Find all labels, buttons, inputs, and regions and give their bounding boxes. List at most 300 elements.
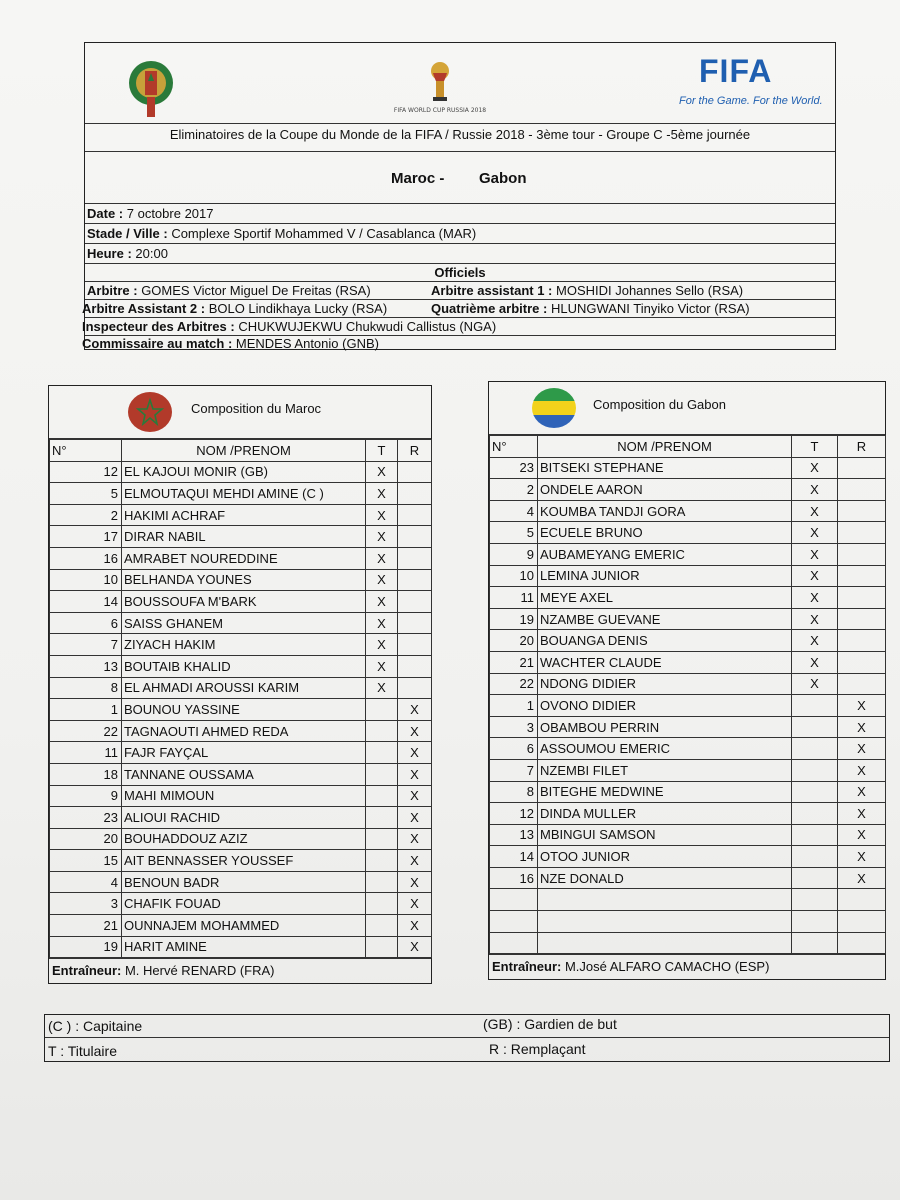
player-name: BOUANGA DENIS (538, 630, 792, 652)
remplacant-mark: X (838, 781, 886, 803)
player-name: DINDA MULLER (538, 803, 792, 825)
player-name: MAHI MIMOUN (122, 785, 366, 807)
column-t: T (792, 436, 838, 458)
remplacant-mark: X (838, 716, 886, 738)
player-name: EL KAJOUI MONIR (GB) (122, 461, 366, 483)
remplacant-mark: X (398, 785, 432, 807)
remplacant-mark (398, 483, 432, 505)
player-row (490, 867, 886, 889)
player-name (538, 911, 792, 933)
player-number: 7 (490, 759, 538, 781)
competition-row (85, 123, 835, 153)
remplacant-mark (398, 504, 432, 526)
player-number: 6 (50, 612, 122, 634)
player-name: NDONG DIDIER (538, 673, 792, 695)
titulaire-mark: X (366, 634, 398, 656)
maroc-team-table (48, 385, 432, 984)
titulaire-mark (366, 742, 398, 764)
player-row (490, 543, 886, 565)
titulaire-mark (366, 850, 398, 872)
remplacant-mark (838, 651, 886, 673)
titulaire-mark (366, 915, 398, 937)
titulaire-mark (792, 781, 838, 803)
player-name: TAGNAOUTI AHMED REDA (122, 720, 366, 742)
remplacant-mark (398, 569, 432, 591)
player-row (490, 781, 886, 803)
player-name: AUBAMEYANG EMERIC (538, 543, 792, 565)
player-name: BENOUN BADR (122, 871, 366, 893)
remplacant-mark (398, 461, 432, 483)
remplacant-mark (838, 673, 886, 695)
player-row (490, 522, 886, 544)
titulaire-mark: X (366, 655, 398, 677)
player-number: 3 (50, 893, 122, 915)
titulaire-mark: X (792, 565, 838, 587)
titulaire-mark (792, 846, 838, 868)
remplacant-mark: X (398, 720, 432, 742)
player-row (50, 850, 432, 872)
remplacant-mark: X (398, 915, 432, 937)
titulaire-mark (792, 695, 838, 717)
player-number: 23 (50, 807, 122, 829)
player-name: AIT BENNASSER YOUSSEF (122, 850, 366, 872)
player-number: 21 (50, 915, 122, 937)
maroc-coach-label: Entraîneur: (52, 963, 122, 979)
player-row (50, 461, 432, 483)
commissaire-value: MENDES Antonio (GNB) (235, 336, 379, 351)
remplacant-mark (398, 634, 432, 656)
remplacant-mark: X (398, 742, 432, 764)
assistant2-label: Arbitre Assistant 2 : (82, 301, 206, 316)
player-row (490, 587, 886, 609)
player-row (490, 889, 886, 911)
stade-row (85, 223, 835, 243)
column-name: NOM /PRENOM (122, 440, 366, 462)
titulaire-mark: X (792, 608, 838, 630)
titulaire-mark: X (792, 543, 838, 565)
player-name: HARIT AMINE (122, 936, 366, 958)
inspecteur-row (82, 317, 835, 335)
player-row (490, 479, 886, 501)
remplacant-mark (838, 543, 886, 565)
player-row (490, 457, 886, 479)
titulaire-mark: X (792, 479, 838, 501)
player-number: 4 (490, 500, 538, 522)
legend-second-row (45, 1037, 889, 1063)
player-name: FAJR FAYÇAL (122, 742, 366, 764)
player-number: 22 (50, 720, 122, 742)
player-number: 7 (50, 634, 122, 656)
titulaire-mark (366, 699, 398, 721)
inspecteur-label: Inspecteur des Arbitres : (82, 319, 235, 334)
titulaire-mark (792, 932, 838, 954)
gabon-column-headers (490, 436, 886, 458)
player-row (50, 634, 432, 656)
player-name: KOUMBA TANDJI GORA (538, 500, 792, 522)
player-row (50, 677, 432, 699)
player-number: 9 (490, 543, 538, 565)
titulaire-mark (366, 936, 398, 958)
player-number (490, 889, 538, 911)
player-number: 21 (490, 651, 538, 673)
player-number: 8 (490, 781, 538, 803)
player-name: CHAFIK FOUAD (122, 893, 366, 915)
remplacant-mark (838, 479, 886, 501)
titulaire-mark: X (366, 504, 398, 526)
officiels-row (85, 263, 835, 281)
player-number: 10 (490, 565, 538, 587)
heure-row (85, 243, 835, 263)
remplacant-mark (398, 526, 432, 548)
titulaire-mark (366, 785, 398, 807)
player-number: 1 (490, 695, 538, 717)
titulaire-mark (792, 824, 838, 846)
player-row (50, 547, 432, 569)
player-number: 8 (50, 677, 122, 699)
remplacant-mark: X (398, 807, 432, 829)
titulaire-mark (792, 738, 838, 760)
player-row (490, 630, 886, 652)
maroc-coach-value: M. Hervé RENARD (FRA) (124, 963, 275, 979)
remplacant-mark (398, 612, 432, 634)
remplacant-mark (838, 565, 886, 587)
player-number: 18 (50, 763, 122, 785)
player-name: BITEGHE MEDWINE (538, 781, 792, 803)
titulaire-mark (792, 803, 838, 825)
player-number: 11 (490, 587, 538, 609)
titulaire-mark: X (366, 526, 398, 548)
player-name: BOUSSOUFA M'BARK (122, 591, 366, 613)
player-number: 23 (490, 457, 538, 479)
player-number: 19 (490, 608, 538, 630)
world-cup-logo-text: FIFA WORLD CUP RUSSIA 2018 (393, 107, 487, 114)
titulaire-mark (366, 893, 398, 915)
gabon-coach-value: M.José ALFARO CAMACHO (ESP) (564, 959, 770, 975)
player-name: OBAMBOU PERRIN (538, 716, 792, 738)
player-name: ECUELE BRUNO (538, 522, 792, 544)
titulaire-mark (792, 759, 838, 781)
legend-remplacant: R : Remplaçant (489, 1041, 586, 1057)
date-label: Date : (87, 206, 124, 221)
player-name: BOUHADDOUZ AZIZ (122, 828, 366, 850)
heure-label: Heure : (87, 246, 132, 261)
maroc-coach-row (49, 958, 431, 983)
player-number: 22 (490, 673, 538, 695)
titulaire-mark (366, 720, 398, 742)
player-row (50, 936, 432, 958)
player-name: ALIOUI RACHID (122, 807, 366, 829)
remplacant-mark: X (838, 803, 886, 825)
remplacant-mark (838, 911, 886, 933)
assistant2-value: BOLO Lindikhaya Lucky (RSA) (208, 301, 388, 316)
gabon-team-table (488, 381, 886, 980)
remplacant-mark (398, 591, 432, 613)
player-number: 4 (50, 871, 122, 893)
player-row (50, 526, 432, 548)
assistant2-row (82, 299, 835, 317)
titulaire-mark (792, 716, 838, 738)
column-name: NOM /PRENOM (538, 436, 792, 458)
player-number (490, 932, 538, 954)
player-name: ZIYACH HAKIM (122, 634, 366, 656)
player-number: 12 (490, 803, 538, 825)
morocco-flag-icon (127, 391, 173, 433)
titulaire-mark (366, 828, 398, 850)
titulaire-mark (366, 871, 398, 893)
player-row (50, 591, 432, 613)
titulaire-mark (366, 807, 398, 829)
player-name: ONDELE AARON (538, 479, 792, 501)
player-row (50, 915, 432, 937)
player-name: NZAMBE GUEVANE (538, 608, 792, 630)
player-row (50, 504, 432, 526)
player-row (490, 824, 886, 846)
remplacant-mark (838, 522, 886, 544)
morocco-federation-logo (123, 57, 179, 119)
player-number: 9 (50, 785, 122, 807)
player-name: ASSOUMOU EMERIC (538, 738, 792, 760)
world-cup-logo (393, 57, 487, 119)
player-number: 20 (50, 828, 122, 850)
player-name: ELMOUTAQUI MEHDI AMINE (C ) (122, 483, 366, 505)
player-name: OVONO DIDIER (538, 695, 792, 717)
titulaire-mark: X (792, 500, 838, 522)
player-row (50, 483, 432, 505)
titulaire-mark: X (366, 569, 398, 591)
player-number: 14 (490, 846, 538, 868)
remplacant-mark: X (398, 893, 432, 915)
match-row (85, 151, 835, 203)
player-name: HAKIMI ACHRAF (122, 504, 366, 526)
remplacant-mark: X (398, 871, 432, 893)
player-name: WACHTER CLAUDE (538, 651, 792, 673)
player-name: BOUNOU YASSINE (122, 699, 366, 721)
player-name (538, 932, 792, 954)
match-away: Gabon (479, 170, 527, 187)
player-number: 2 (50, 504, 122, 526)
player-row (490, 932, 886, 954)
gabon-coach-label: Entraîneur: (492, 959, 562, 975)
player-row (50, 612, 432, 634)
player-number: 14 (50, 591, 122, 613)
player-row (50, 742, 432, 764)
player-row (50, 699, 432, 721)
remplacant-mark (838, 500, 886, 522)
column-r: R (838, 436, 886, 458)
titulaire-mark (792, 867, 838, 889)
maroc-table-header (49, 386, 431, 439)
remplacant-mark: X (838, 759, 886, 781)
inspecteur-value: CHUKWUJEKWU Chukwudi Callistus (NGA) (238, 319, 497, 334)
legend-titulaire: T : Titulaire (48, 1043, 117, 1059)
player-number: 20 (490, 630, 538, 652)
titulaire-mark: X (366, 461, 398, 483)
remplacant-mark (838, 608, 886, 630)
remplacant-mark: X (838, 738, 886, 760)
player-name: NZEMBI FILET (538, 759, 792, 781)
maroc-column-headers (50, 440, 432, 462)
player-row (490, 759, 886, 781)
player-row (490, 803, 886, 825)
legend-capitaine: (C ) : Capitaine (48, 1018, 143, 1034)
titulaire-mark: X (366, 547, 398, 569)
player-number: 10 (50, 569, 122, 591)
remplacant-mark (838, 630, 886, 652)
arbitre-label: Arbitre : (87, 283, 138, 298)
column-num: N° (50, 440, 122, 462)
remplacant-mark (838, 889, 886, 911)
player-row (50, 871, 432, 893)
column-t: T (366, 440, 398, 462)
titulaire-mark: X (366, 483, 398, 505)
player-row (490, 846, 886, 868)
player-row (490, 716, 886, 738)
date-row (85, 203, 835, 223)
competition-title: Eliminatoires de la Coupe du Monde de la FIFA / Russie 2018 - 3ème tour - Groupe C -5ème journée (169, 127, 751, 142)
player-number: 11 (50, 742, 122, 764)
arbitre-row (85, 281, 835, 299)
player-name: DIRAR NABIL (122, 526, 366, 548)
titulaire-mark (792, 889, 838, 911)
player-number: 16 (490, 867, 538, 889)
player-name: BOUTAIB KHALID (122, 655, 366, 677)
titulaire-mark (366, 763, 398, 785)
titulaire-mark (792, 911, 838, 933)
gabon-table-header (489, 382, 885, 435)
player-name: MBINGUI SAMSON (538, 824, 792, 846)
column-r: R (398, 440, 432, 462)
remplacant-mark: X (398, 763, 432, 785)
player-number: 5 (490, 522, 538, 544)
remplacant-mark (838, 932, 886, 954)
player-name: OTOO JUNIOR (538, 846, 792, 868)
player-number: 16 (50, 547, 122, 569)
player-row (50, 720, 432, 742)
player-name: AMRABET NOUREDDINE (122, 547, 366, 569)
gabon-roster (489, 435, 886, 954)
player-name: BITSEKI STEPHANE (538, 457, 792, 479)
remplacant-mark: X (838, 846, 886, 868)
titulaire-mark: X (792, 651, 838, 673)
player-name: NZE DONALD (538, 867, 792, 889)
player-number: 13 (490, 824, 538, 846)
heure-value: 20:00 (135, 246, 168, 261)
gabon-coach-row (489, 954, 885, 979)
legend-box (44, 1014, 890, 1062)
player-row (490, 673, 886, 695)
player-row (490, 608, 886, 630)
titulaire-mark: X (792, 630, 838, 652)
titulaire-mark: X (792, 587, 838, 609)
player-row (50, 828, 432, 850)
player-name: BELHANDA YOUNES (122, 569, 366, 591)
player-name (538, 889, 792, 911)
assistant1-label: Arbitre assistant 1 : (431, 283, 553, 298)
titulaire-mark: X (366, 591, 398, 613)
remplacant-mark (398, 677, 432, 699)
player-number: 17 (50, 526, 122, 548)
titulaire-mark: X (792, 522, 838, 544)
player-number: 19 (50, 936, 122, 958)
player-name: OUNNAJEM MOHAMMED (122, 915, 366, 937)
player-number: 5 (50, 483, 122, 505)
arbitre-value: GOMES Victor Miguel De Freitas (RSA) (141, 283, 371, 298)
remplacant-mark: X (398, 850, 432, 872)
remplacant-mark: X (838, 867, 886, 889)
player-name: EL AHMADI AROUSSI KARIM (122, 677, 366, 699)
player-row (490, 500, 886, 522)
player-name: MEYE AXEL (538, 587, 792, 609)
officiels-heading: Officiels (434, 265, 486, 280)
player-number: 6 (490, 738, 538, 760)
quatrieme-value: HLUNGWANI Tinyiko Victor (RSA) (550, 301, 750, 316)
player-number: 1 (50, 699, 122, 721)
remplacant-mark: X (398, 936, 432, 958)
remplacant-mark: X (398, 699, 432, 721)
player-number: 2 (490, 479, 538, 501)
stade-label: Stade / Ville : (87, 226, 168, 241)
player-name: SAISS GHANEM (122, 612, 366, 634)
column-num: N° (490, 436, 538, 458)
player-row (490, 738, 886, 760)
date-value: 7 octobre 2017 (126, 206, 214, 221)
maroc-roster (49, 439, 432, 958)
player-row (490, 695, 886, 717)
player-row (490, 651, 886, 673)
commissaire-label: Commissaire au match : (82, 336, 233, 351)
titulaire-mark: X (366, 612, 398, 634)
player-row (50, 763, 432, 785)
remplacant-mark (838, 587, 886, 609)
player-row (490, 565, 886, 587)
player-row (50, 785, 432, 807)
quatrieme-label: Quatrième arbitre : (431, 301, 548, 316)
gabon-composition-title: Composition du Gabon (593, 397, 726, 412)
titulaire-mark: X (366, 677, 398, 699)
assistant1-value: MOSHIDI Johannes Sello (RSA) (556, 283, 744, 298)
remplacant-mark: X (398, 828, 432, 850)
titulaire-mark: X (792, 457, 838, 479)
player-row (50, 569, 432, 591)
player-number: 12 (50, 461, 122, 483)
match-home: Maroc - (391, 170, 445, 187)
legend-gardien: (GB) : Gardien de but (483, 1016, 617, 1032)
player-row (50, 807, 432, 829)
maroc-composition-title: Composition du Maroc (191, 401, 322, 416)
player-number (490, 911, 538, 933)
remplacant-mark (398, 547, 432, 569)
player-row (50, 655, 432, 677)
remplacant-mark (398, 655, 432, 677)
player-number: 3 (490, 716, 538, 738)
player-number: 13 (50, 655, 122, 677)
remplacant-mark (838, 457, 886, 479)
player-name: TANNANE OUSSAMA (122, 763, 366, 785)
player-name: LEMINA JUNIOR (538, 565, 792, 587)
fifa-logo: FIFA (699, 53, 773, 89)
stade-value: Complexe Sportif Mohammed V / Casablanca (MAR) (171, 226, 477, 241)
titulaire-mark: X (792, 673, 838, 695)
player-row (490, 911, 886, 933)
remplacant-mark: X (838, 824, 886, 846)
player-row (50, 893, 432, 915)
gabon-flag-icon (531, 387, 577, 429)
remplacant-mark: X (838, 695, 886, 717)
fifa-slogan: For the Game. For the World. (679, 95, 823, 107)
commissaire-row (82, 335, 835, 351)
header-box (84, 42, 836, 350)
player-number: 15 (50, 850, 122, 872)
